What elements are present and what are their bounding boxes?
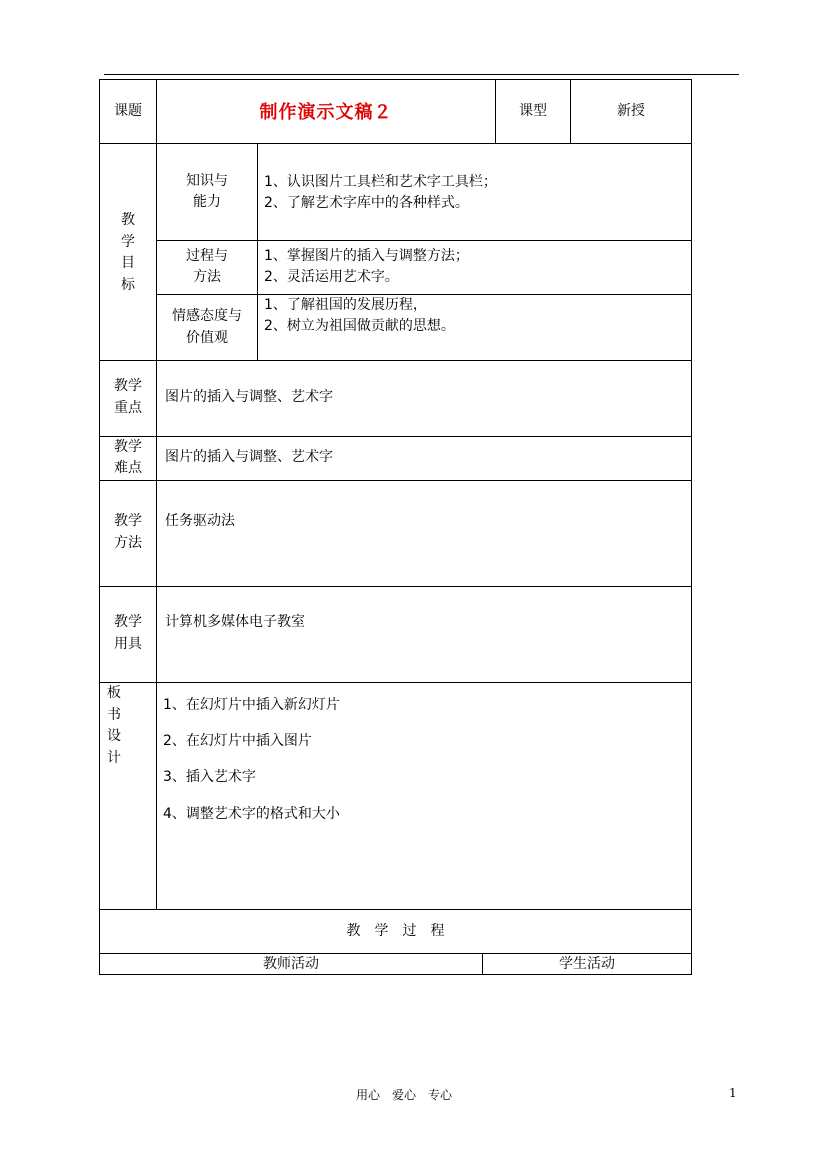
method-label: 教学 <box>114 513 142 529</box>
objective-line: 1、掌握图片的插入与调整方法； <box>264 248 469 264</box>
objectives-label-char: 学 <box>121 234 135 250</box>
title-cell <box>156 79 496 144</box>
board-item: 4、调整艺术字的格式和大小 <box>163 806 340 822</box>
method-label: 方法 <box>114 535 142 551</box>
tools-content-cell <box>156 586 692 683</box>
objective-sublabel: 知识与 <box>186 173 228 189</box>
method-content: 任务驱动法 <box>165 513 235 529</box>
topic-label: 课题 <box>114 103 142 119</box>
difficulties-label: 难点 <box>114 460 142 476</box>
objective-sublabel-cell <box>156 143 258 241</box>
page-number: 1 <box>729 1086 737 1100</box>
key-points-label-cell <box>99 360 157 437</box>
student-activity-header: 学生活动 <box>559 956 615 972</box>
key-points-label: 教学 <box>114 378 142 394</box>
board-item: 2、在幻灯片中插入图片 <box>163 733 312 749</box>
board-item: 1、在幻灯片中插入新幻灯片 <box>163 697 340 713</box>
type-label-cell <box>495 79 571 144</box>
objective-sublabel: 情感态度与 <box>172 308 242 324</box>
teacher-activity-cell <box>99 953 483 975</box>
tools-content: 计算机多媒体电子教室 <box>165 614 305 630</box>
objective-content-cell <box>257 294 692 361</box>
objective-sublabel: 过程与 <box>186 248 228 264</box>
tools-label-cell <box>99 586 157 683</box>
objective-sublabel: 能力 <box>193 194 221 210</box>
board-label-char: 设 <box>107 728 121 744</box>
objectives-label-char: 目 <box>121 255 135 271</box>
topic-label-cell <box>99 79 157 144</box>
board-label-cell <box>99 682 157 910</box>
type-label: 课型 <box>519 103 547 119</box>
objective-content-cell <box>257 240 692 295</box>
objective-sublabel-cell <box>156 240 258 295</box>
difficulties-content-cell <box>156 436 692 481</box>
objective-line: 1、了解祖国的发展历程， <box>264 297 427 313</box>
objective-sublabel: 方法 <box>193 269 221 285</box>
objective-line: 2、树立为祖国做贡献的思想。 <box>264 318 455 334</box>
objective-sublabel: 价值观 <box>186 330 228 346</box>
objective-line: 1、认识图片工具栏和艺术字工具栏； <box>264 174 497 190</box>
type-value-cell <box>570 79 692 144</box>
difficulties-content: 图片的插入与调整、艺术字 <box>165 449 333 465</box>
method-label-cell <box>99 480 157 587</box>
board-label-char: 板 <box>107 685 121 701</box>
type-value: 新授 <box>617 103 645 119</box>
board-label-char: 计 <box>107 750 121 766</box>
board-item: 3、插入艺术字 <box>163 769 256 785</box>
objectives-label-cell <box>99 143 157 361</box>
objectives-label-char: 标 <box>121 277 135 293</box>
difficulties-label: 教学 <box>114 439 142 455</box>
objective-line: 2、灵活运用艺术字。 <box>264 269 399 285</box>
process-heading: 教 学 过 程 <box>346 923 445 939</box>
footer-motto: 用心 爱心 专心 <box>356 1088 453 1102</box>
objectives-label-char: 教 <box>121 212 135 228</box>
student-activity-cell <box>482 953 692 975</box>
key-points-content-cell <box>156 360 692 437</box>
objective-sublabel-cell <box>156 294 258 361</box>
objective-content-cell <box>257 143 692 241</box>
tools-label: 教学 <box>114 614 142 630</box>
key-points-label: 重点 <box>114 400 142 416</box>
difficulties-label-cell <box>99 436 157 481</box>
board-label-char: 书 <box>107 707 121 723</box>
tools-label: 用具 <box>114 636 142 652</box>
objective-line: 2、了解艺术字库中的各种样式。 <box>264 195 469 211</box>
board-content-cell <box>156 682 692 910</box>
method-content-cell <box>156 480 692 587</box>
key-points-content: 图片的插入与调整、艺术字 <box>165 389 333 405</box>
header-rule <box>104 74 739 75</box>
lesson-title: 制作演示文稿２ <box>259 102 393 123</box>
process-heading-cell <box>99 909 692 954</box>
teacher-activity-header: 教师活动 <box>263 956 319 972</box>
